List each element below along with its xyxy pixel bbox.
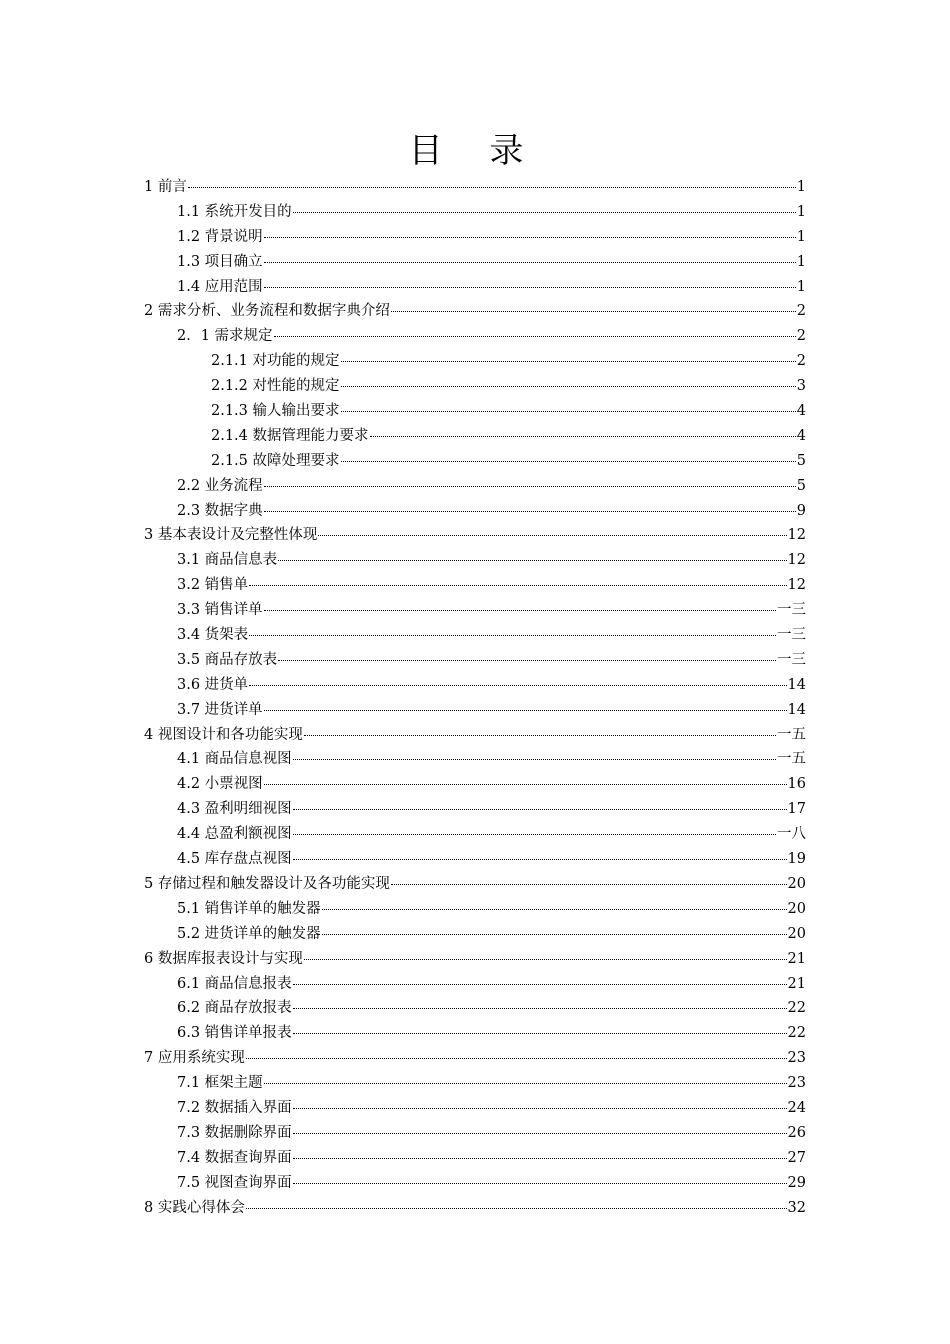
toc-entry[interactable] xyxy=(144,474,806,499)
toc-entry-page-number: 5 xyxy=(796,452,806,469)
toc-dot-leader xyxy=(278,560,786,561)
toc-entry-label: 4.3 盈利明细视图 xyxy=(177,801,292,818)
toc-entry-label: 7.2 数据插入界面 xyxy=(177,1099,292,1116)
toc-entry[interactable] xyxy=(144,225,806,250)
toc-entry-page-number: 24 xyxy=(787,1099,806,1116)
toc-entry-label: 4.5 库存盘点视图 xyxy=(177,851,292,868)
toc-entry[interactable] xyxy=(144,947,806,972)
toc-entry[interactable] xyxy=(144,872,806,897)
toc-dot-leader xyxy=(293,809,787,810)
toc-entry-page-number: 29 xyxy=(787,1174,806,1191)
toc-entry-label: 5.2 进货详单的触发器 xyxy=(177,925,321,942)
toc-dot-leader xyxy=(318,535,786,536)
toc-entry-label: 3.2 销售单 xyxy=(177,577,249,594)
toc-entry-label: 3.4 货架表 xyxy=(177,627,249,644)
toc-entry-label: 7.1 框架主题 xyxy=(177,1075,263,1092)
toc-entry-label: 5 存储过程和触发器设计及各功能实现 xyxy=(144,875,390,892)
toc-dot-leader xyxy=(370,436,796,437)
toc-dot-leader xyxy=(341,361,796,362)
toc-title: 目 录 xyxy=(408,131,542,171)
toc-entry-page-number: 一三 xyxy=(777,651,806,668)
toc-entry-page-number: 1 xyxy=(796,278,806,295)
toc-entry-label: 3.1 商品信息表 xyxy=(177,552,278,569)
toc-dot-leader xyxy=(264,784,787,785)
toc-entry[interactable] xyxy=(144,847,806,872)
toc-entry[interactable] xyxy=(144,1146,806,1171)
toc-entry-page-number: 22 xyxy=(787,1000,806,1017)
toc-dot-leader xyxy=(293,834,776,835)
toc-dot-leader xyxy=(264,287,796,288)
toc-entry-label: 2.3 数据字典 xyxy=(177,502,263,519)
toc-entry-label: 7.3 数据删除界面 xyxy=(177,1124,292,1141)
toc-entry-page-number: 23 xyxy=(787,1075,806,1092)
toc-dot-leader xyxy=(293,759,776,760)
toc-dot-leader xyxy=(274,336,796,337)
toc-dot-leader xyxy=(246,1058,787,1059)
toc-entry-page-number: 1 xyxy=(796,228,806,245)
toc-dot-leader xyxy=(249,685,786,686)
toc-entry-label: 7.5 视图查询界面 xyxy=(177,1174,292,1191)
toc-entry-page-number: 一三 xyxy=(777,627,806,644)
toc-entry[interactable] xyxy=(144,673,806,698)
toc-entry-label: 6.2 商品存放报表 xyxy=(177,1000,292,1017)
toc-entry[interactable] xyxy=(144,797,806,822)
toc-entry-page-number: 3 xyxy=(796,378,806,395)
toc-entry-label: 3.6 进货单 xyxy=(177,676,249,693)
toc-entry[interactable] xyxy=(144,250,806,275)
toc-entry-label: 2.2 业务流程 xyxy=(177,477,263,494)
toc-entry-page-number: 16 xyxy=(787,776,806,793)
toc-entry[interactable] xyxy=(144,996,806,1021)
toc-dot-leader xyxy=(293,1033,787,1034)
toc-dot-leader xyxy=(264,610,776,611)
toc-entry[interactable] xyxy=(144,1021,806,1046)
toc-entry-page-number: 12 xyxy=(787,552,806,569)
toc-entry-label: 2.1.2 对性能的规定 xyxy=(211,378,340,395)
toc-dot-leader xyxy=(264,710,787,711)
toc-entry-page-number: 4 xyxy=(796,403,806,420)
toc-entry-page-number: 32 xyxy=(787,1199,806,1216)
toc-entry-label: 2.1.4 数据管理能力要求 xyxy=(211,427,369,444)
toc-entry-page-number: 一八 xyxy=(777,826,806,843)
toc-entry-page-number: 1 xyxy=(796,203,806,220)
toc-entry-label: 1.4 应用范围 xyxy=(177,278,263,295)
toc-entry-page-number: 1 xyxy=(796,253,806,270)
toc-entry-label: 1.3 项目确立 xyxy=(177,253,263,270)
toc-dot-leader xyxy=(249,585,786,586)
toc-dot-leader xyxy=(249,635,776,636)
toc-entry-label: 6.1 商品信息报表 xyxy=(177,975,292,992)
toc-dot-leader xyxy=(293,1133,787,1134)
toc-dot-leader xyxy=(278,660,776,661)
toc-entry[interactable] xyxy=(144,623,806,648)
toc-entry[interactable] xyxy=(144,275,806,300)
toc-entry-page-number: 20 xyxy=(787,900,806,917)
toc-entry[interactable] xyxy=(144,772,806,797)
toc-entry[interactable] xyxy=(144,1096,806,1121)
toc-dot-leader xyxy=(246,1208,787,1209)
toc-entry[interactable] xyxy=(144,698,806,723)
toc-entry-page-number: 19 xyxy=(787,851,806,868)
toc-dot-leader xyxy=(322,909,787,910)
table-of-contents xyxy=(144,175,806,1220)
toc-entry-label: 6.3 销售详单报表 xyxy=(177,1025,292,1042)
toc-entry[interactable] xyxy=(144,200,806,225)
toc-entry[interactable] xyxy=(144,972,806,997)
toc-entry-page-number: 2 xyxy=(796,328,806,345)
toc-entry[interactable] xyxy=(144,299,806,324)
toc-entry-label: 2 需求分析、业务流程和数据字典介绍 xyxy=(144,303,390,320)
toc-entry-page-number: 1 xyxy=(796,179,806,195)
toc-dot-leader xyxy=(391,884,787,885)
toc-dot-leader xyxy=(293,1183,787,1184)
toc-entry[interactable] xyxy=(144,922,806,947)
toc-entry-page-number: 26 xyxy=(787,1124,806,1141)
toc-entry-label: 3.5 商品存放表 xyxy=(177,651,278,668)
toc-entry-label: 4.4 总盈利额视图 xyxy=(177,826,292,843)
toc-dot-leader xyxy=(293,1158,787,1159)
toc-entry-label: 3 基本表设计及完整性体现 xyxy=(144,527,318,544)
toc-entry[interactable] xyxy=(144,374,806,399)
toc-entry-page-number: 27 xyxy=(787,1149,806,1166)
toc-entry-page-number: 14 xyxy=(787,676,806,693)
toc-entry[interactable] xyxy=(144,449,806,474)
toc-dot-leader xyxy=(293,984,787,985)
toc-entry[interactable] xyxy=(144,648,806,673)
toc-entry-page-number: 22 xyxy=(787,1025,806,1042)
toc-entry-page-number: 4 xyxy=(796,427,806,444)
toc-entry-label: 2.1.5 故障处理要求 xyxy=(211,452,340,469)
toc-entry-label: 7 应用系统实现 xyxy=(144,1050,245,1067)
toc-dot-leader xyxy=(264,237,796,238)
toc-entry[interactable] xyxy=(144,822,806,847)
toc-dot-leader xyxy=(341,411,796,412)
toc-entry-label: 6 数据库报表设计与实现 xyxy=(144,950,303,967)
toc-dot-leader xyxy=(264,262,796,263)
toc-entry-page-number: 12 xyxy=(787,527,806,544)
toc-entry[interactable] xyxy=(144,747,806,772)
toc-entry-label: 3.3 销售详单 xyxy=(177,602,263,619)
toc-entry-page-number: 一三 xyxy=(777,602,806,619)
toc-entry[interactable] xyxy=(144,598,806,623)
toc-entry-label: 2．1 需求规定 xyxy=(177,328,273,345)
toc-dot-leader xyxy=(264,486,796,487)
toc-entry[interactable] xyxy=(144,399,806,424)
toc-entry-label: 1 前言 xyxy=(144,179,187,195)
toc-entry[interactable] xyxy=(144,175,806,200)
toc-entry-page-number: 17 xyxy=(787,801,806,818)
toc-entry-label: 4 视图设计和各功能实现 xyxy=(144,726,303,743)
toc-entry-label: 2.1.1 对功能的规定 xyxy=(211,353,340,370)
toc-entry-page-number: 一五 xyxy=(777,726,806,743)
toc-entry[interactable] xyxy=(144,349,806,374)
toc-dot-leader xyxy=(264,1083,787,1084)
toc-entry[interactable] xyxy=(144,723,806,748)
toc-entry-page-number: 20 xyxy=(787,925,806,942)
toc-entry-label: 5.1 销售详单的触发器 xyxy=(177,900,321,917)
toc-entry-page-number: 21 xyxy=(787,950,806,967)
toc-dot-leader xyxy=(304,735,776,736)
toc-entry-page-number: 20 xyxy=(787,875,806,892)
toc-entry-page-number: 2 xyxy=(796,353,806,370)
toc-entry[interactable] xyxy=(144,1196,806,1221)
toc-dot-leader xyxy=(341,461,796,462)
toc-entry-page-number: 5 xyxy=(796,477,806,494)
toc-entry-page-number: 12 xyxy=(787,577,806,594)
toc-entry[interactable] xyxy=(144,1071,806,1096)
toc-entry[interactable] xyxy=(144,424,806,449)
toc-entry[interactable] xyxy=(144,499,806,524)
toc-dot-leader xyxy=(293,212,796,213)
toc-dot-leader xyxy=(293,1008,787,1009)
toc-entry-label: 1.2 背景说明 xyxy=(177,228,263,245)
toc-entry-label: 2.1.3 输人输出要求 xyxy=(211,403,340,420)
toc-entry[interactable] xyxy=(144,523,806,548)
toc-entry-page-number: 23 xyxy=(787,1050,806,1067)
toc-dot-leader xyxy=(293,859,787,860)
toc-entry-label: 4.1 商品信息视图 xyxy=(177,751,292,768)
toc-dot-leader xyxy=(293,1108,787,1109)
toc-entry-label: 8 实践心得体会 xyxy=(144,1199,245,1216)
toc-dot-leader xyxy=(391,311,796,312)
toc-entry[interactable] xyxy=(144,1171,806,1196)
toc-entry-label: 1.1 系统开发目的 xyxy=(177,203,292,220)
toc-dot-leader xyxy=(188,187,796,188)
toc-dot-leader xyxy=(341,386,796,387)
toc-dot-leader xyxy=(322,934,787,935)
toc-entry[interactable] xyxy=(144,897,806,922)
toc-entry-page-number: 一五 xyxy=(777,751,806,768)
toc-entry-page-number: 14 xyxy=(787,701,806,718)
toc-entry[interactable] xyxy=(144,548,806,573)
toc-entry[interactable] xyxy=(144,324,806,349)
toc-dot-leader xyxy=(304,959,787,960)
toc-entry-label: 7.4 数据查询界面 xyxy=(177,1149,292,1166)
toc-entry-page-number: 9 xyxy=(796,502,806,519)
toc-entry[interactable] xyxy=(144,573,806,598)
toc-dot-leader xyxy=(264,511,796,512)
toc-entry-page-number: 21 xyxy=(787,975,806,992)
toc-entry-label: 3.7 进货详单 xyxy=(177,701,263,718)
toc-entry[interactable] xyxy=(144,1046,806,1071)
toc-entry[interactable] xyxy=(144,1121,806,1146)
toc-entry-page-number: 2 xyxy=(796,303,806,320)
toc-entry-label: 4.2 小票视图 xyxy=(177,776,263,793)
